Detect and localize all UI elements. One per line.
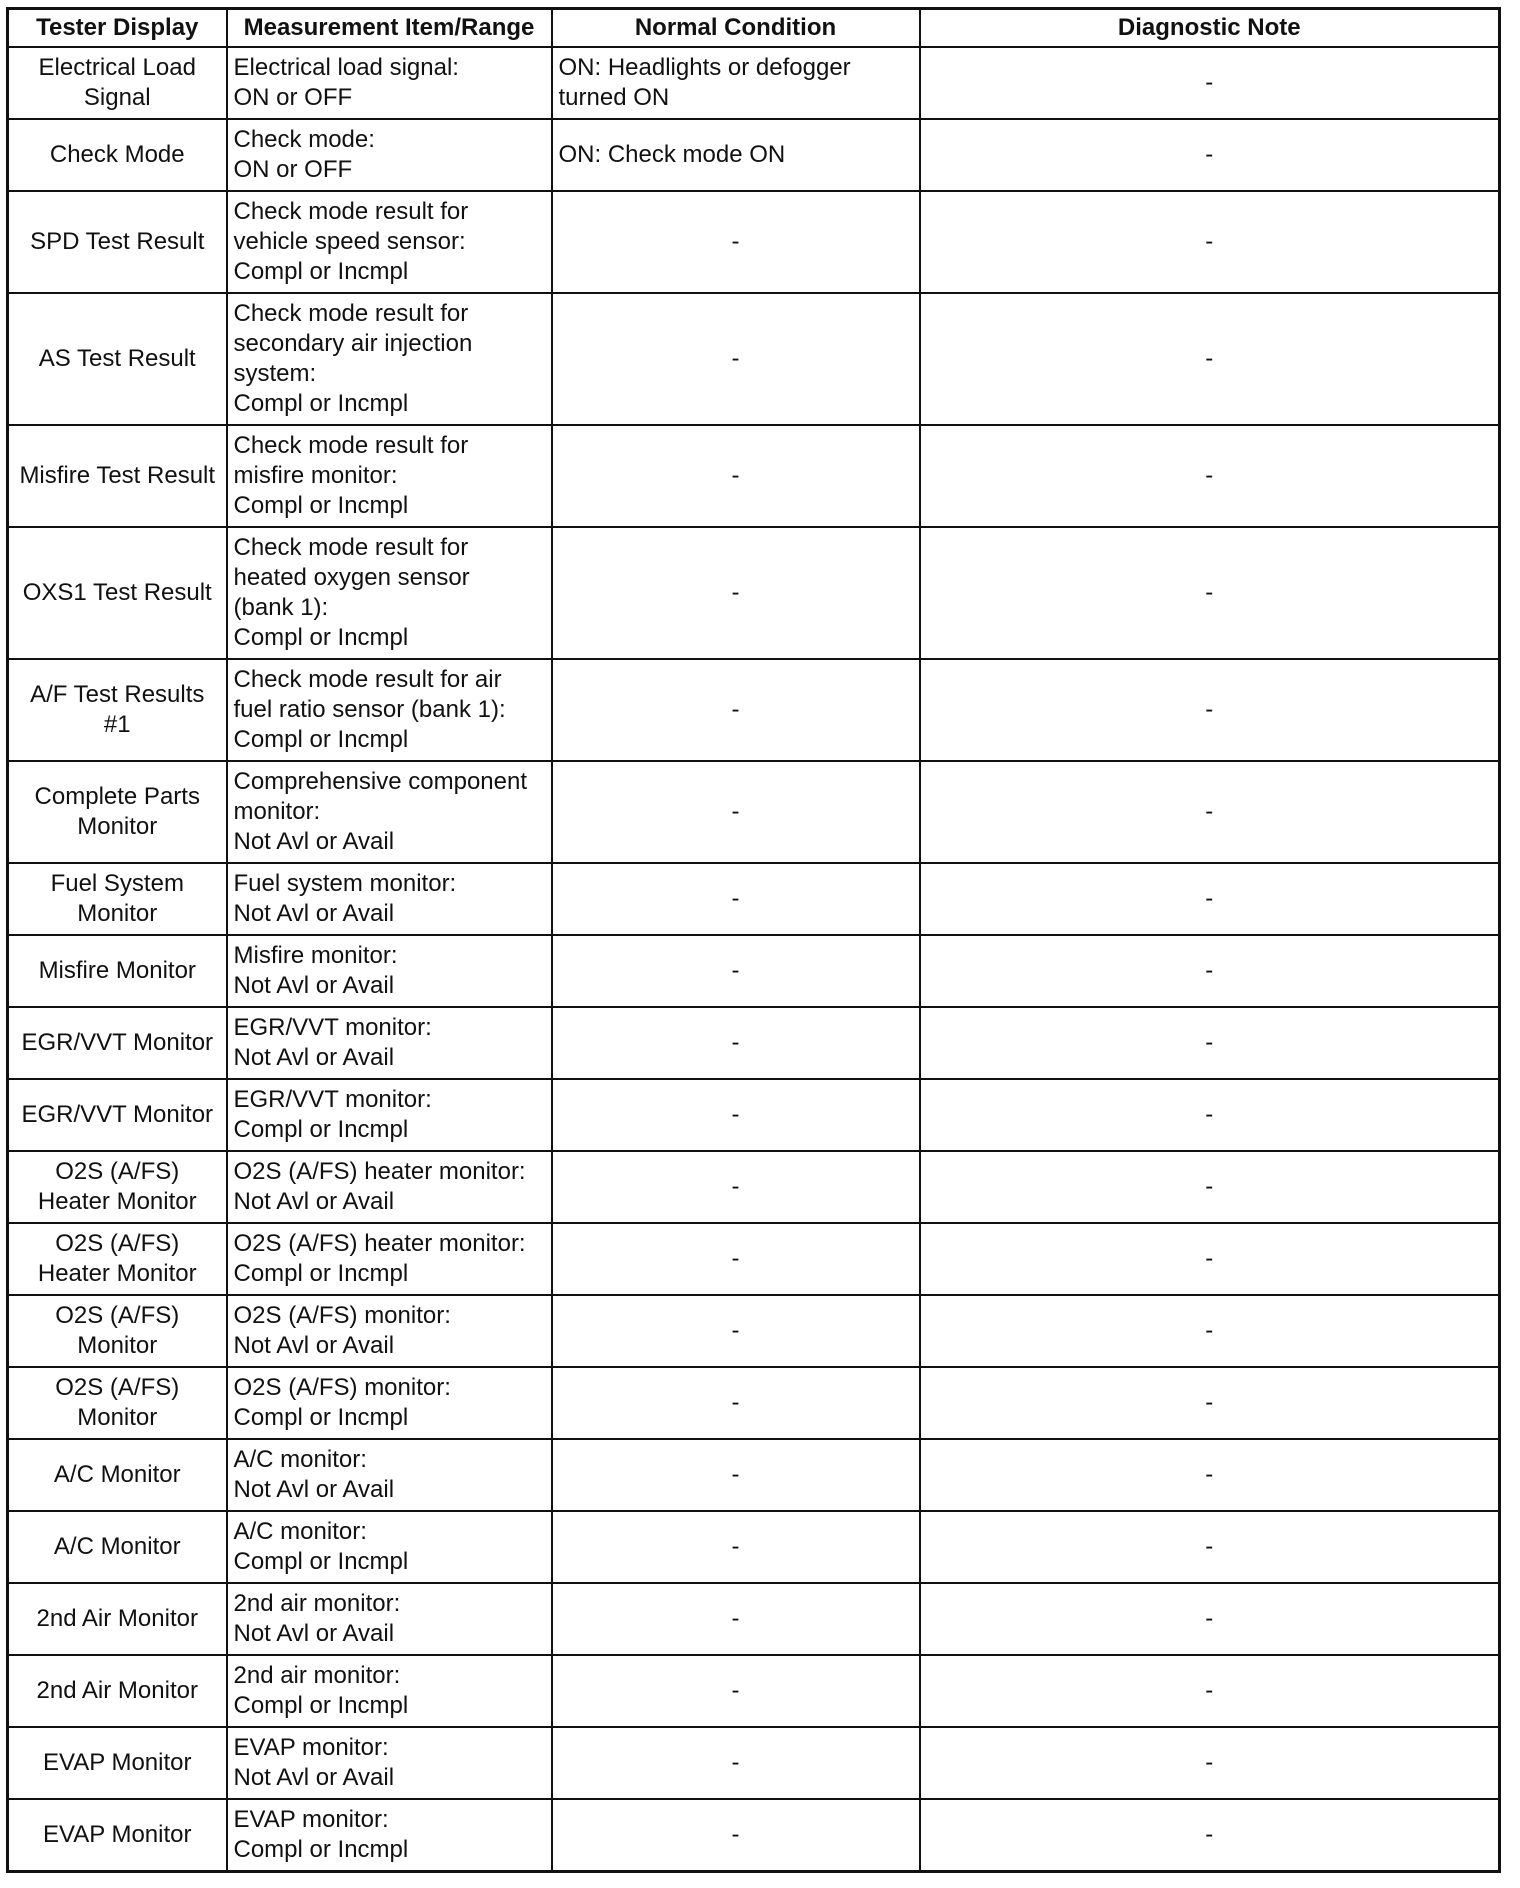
cell-normal-condition — [552, 1799, 920, 1871]
cell-tester-display — [8, 191, 227, 293]
table-row — [8, 425, 1500, 527]
cell-diagnostic-note-text: - — [1205, 1101, 1214, 1128]
cell-tester-display-text: EVAP Monitor — [42, 1820, 192, 1848]
cell-diagnostic-note — [920, 1295, 1500, 1367]
cell-normal-condition — [552, 761, 920, 863]
cell-measurement-item-text: Check mode result for heated oxygen sensor (bank 1): Compl or Incmpl — [233, 534, 470, 651]
cell-measurement-item — [227, 527, 552, 659]
cell-measurement-item — [227, 293, 552, 425]
cell-measurement-item — [227, 659, 552, 761]
cell-diagnostic-note — [920, 1079, 1500, 1151]
cell-diagnostic-note — [920, 191, 1500, 293]
cell-tester-display — [8, 293, 227, 425]
cell-normal-condition-text: ON: Check mode ON — [558, 141, 786, 168]
cell-diagnostic-note — [920, 761, 1500, 863]
cell-normal-condition — [552, 1583, 920, 1655]
cell-diagnostic-note-text: - — [1205, 462, 1214, 489]
table-row — [8, 1511, 1500, 1583]
cell-diagnostic-note — [920, 1799, 1500, 1871]
cell-diagnostic-note — [920, 425, 1500, 527]
cell-diagnostic-note-text: - — [1205, 1677, 1214, 1704]
cell-measurement-item-text: Misfire monitor: Not Avl or Avail — [233, 942, 398, 999]
table-row — [8, 659, 1500, 761]
cell-tester-display-text: SPD Test Result — [30, 228, 205, 255]
cell-diagnostic-note-text: - — [1205, 1173, 1214, 1200]
cell-diagnostic-note — [920, 293, 1500, 425]
cell-diagnostic-note-text: - — [1205, 1533, 1214, 1560]
cell-normal-condition-text: - — [731, 696, 740, 723]
cell-normal-condition-text: - — [731, 345, 740, 372]
cell-tester-display — [8, 1511, 227, 1583]
cell-normal-condition-text: - — [731, 1317, 740, 1344]
cell-measurement-item — [227, 761, 552, 863]
table-row — [8, 47, 1500, 119]
cell-diagnostic-note — [920, 119, 1500, 191]
cell-measurement-item — [227, 1727, 552, 1799]
cell-measurement-item — [227, 1511, 552, 1583]
cell-tester-display — [8, 1367, 227, 1439]
table-row — [8, 761, 1500, 863]
cell-tester-display-text: OXS1 Test Result — [22, 579, 212, 606]
table-row — [8, 1799, 1500, 1871]
cell-tester-display — [8, 935, 227, 1007]
cell-normal-condition-text: - — [731, 1389, 740, 1416]
cell-normal-condition — [552, 425, 920, 527]
cell-measurement-item-text: 2nd air monitor: Compl or Incmpl — [233, 1662, 409, 1719]
cell-normal-condition-text: - — [731, 1245, 740, 1272]
cell-measurement-item-text: Fuel system monitor: Not Avl or Avail — [233, 870, 457, 927]
cell-normal-condition-text: - — [731, 1677, 740, 1704]
cell-measurement-item-text: A/C monitor: Not Avl or Avail — [233, 1446, 395, 1503]
header-tester-display: Tester Display — [8, 9, 227, 48]
cell-tester-display-text: A/C Monitor — [53, 1533, 181, 1560]
table-row — [8, 1583, 1500, 1655]
cell-normal-condition — [552, 1655, 920, 1727]
cell-normal-condition — [552, 47, 920, 119]
cell-measurement-item-text: 2nd air monitor: Not Avl or Avail — [233, 1590, 401, 1647]
cell-measurement-item — [227, 47, 552, 119]
cell-normal-condition-text: - — [731, 1101, 740, 1128]
cell-tester-display-text: 2nd Air Monitor — [36, 1677, 198, 1704]
cell-diagnostic-note-text: - — [1205, 1749, 1214, 1776]
cell-normal-condition-text: - — [731, 798, 740, 825]
cell-diagnostic-note-text: - — [1205, 228, 1214, 255]
cell-tester-display-text: O2S (A/FS) Monitor — [55, 1374, 180, 1431]
cell-tester-display-text: EVAP Monitor — [42, 1749, 192, 1776]
cell-tester-display-text: O2S (A/FS) Heater Monitor — [37, 1158, 197, 1215]
cell-tester-display-text: EGR/VVT Monitor — [21, 1101, 214, 1128]
cell-measurement-item — [227, 1079, 552, 1151]
cell-normal-condition-text: ON: Headlights or defogger turned ON — [558, 54, 851, 111]
cell-diagnostic-note — [920, 659, 1500, 761]
cell-diagnostic-note — [920, 1439, 1500, 1511]
cell-diagnostic-note — [920, 1151, 1500, 1223]
table-row — [8, 1727, 1500, 1799]
cell-normal-condition-text: - — [731, 462, 740, 489]
cell-normal-condition — [552, 1367, 920, 1439]
cell-measurement-item-text: O2S (A/FS) heater monitor: Not Avl or Avail — [233, 1158, 526, 1215]
cell-diagnostic-note-text: - — [1205, 957, 1214, 984]
cell-tester-display-text: Check Mode — [49, 141, 185, 168]
cell-normal-condition — [552, 935, 920, 1007]
cell-measurement-item-text: EGR/VVT monitor: Not Avl or Avail — [233, 1014, 432, 1071]
cell-normal-condition — [552, 863, 920, 935]
cell-diagnostic-note-text: - — [1205, 798, 1214, 825]
cell-diagnostic-note-text: - — [1205, 69, 1214, 96]
table-row — [8, 1295, 1500, 1367]
cell-normal-condition — [552, 659, 920, 761]
cell-tester-display-text: EGR/VVT Monitor — [21, 1029, 214, 1056]
cell-diagnostic-note — [920, 47, 1500, 119]
cell-tester-display-text: Complete Parts Monitor — [34, 783, 200, 840]
cell-tester-display — [8, 1151, 227, 1223]
cell-tester-display — [8, 659, 227, 761]
cell-diagnostic-note — [920, 1727, 1500, 1799]
header-normal-condition: Normal Condition — [552, 9, 920, 48]
table-row — [8, 863, 1500, 935]
cell-diagnostic-note — [920, 1367, 1500, 1439]
cell-tester-display-text: Electrical Load Signal — [38, 54, 196, 111]
cell-measurement-item — [227, 1439, 552, 1511]
table-row — [8, 1367, 1500, 1439]
data-list-table — [6, 7, 1501, 1873]
cell-tester-display — [8, 47, 227, 119]
cell-measurement-item — [227, 1007, 552, 1079]
cell-diagnostic-note-text: - — [1205, 1317, 1214, 1344]
cell-tester-display — [8, 1079, 227, 1151]
cell-diagnostic-note-text: - — [1205, 1820, 1214, 1848]
cell-measurement-item-text: Check mode result for air fuel ratio sensor (bank 1): Compl or Incmpl — [233, 666, 506, 753]
cell-measurement-item-text: O2S (A/FS) monitor: Not Avl or Avail — [233, 1302, 451, 1359]
cell-tester-display — [8, 1655, 227, 1727]
cell-diagnostic-note — [920, 935, 1500, 1007]
cell-tester-display — [8, 527, 227, 659]
cell-normal-condition-text: - — [731, 957, 740, 984]
cell-measurement-item — [227, 1367, 552, 1439]
cell-tester-display — [8, 1583, 227, 1655]
cell-measurement-item — [227, 119, 552, 191]
cell-normal-condition-text: - — [731, 1173, 740, 1200]
cell-measurement-item — [227, 1295, 552, 1367]
cell-diagnostic-note — [920, 1007, 1500, 1079]
cell-tester-display — [8, 1799, 227, 1871]
cell-measurement-item — [227, 1583, 552, 1655]
cell-tester-display — [8, 1727, 227, 1799]
table-row — [8, 1151, 1500, 1223]
cell-diagnostic-note-text: - — [1205, 345, 1214, 372]
cell-measurement-item-text: EVAP monitor: Compl or Incmpl — [233, 1805, 409, 1863]
cell-tester-display — [8, 1295, 227, 1367]
table-row — [8, 191, 1500, 293]
cell-diagnostic-note — [920, 527, 1500, 659]
cell-tester-display — [8, 1223, 227, 1295]
cell-diagnostic-note-text: - — [1205, 1029, 1214, 1056]
cell-tester-display-text: Misfire Monitor — [38, 957, 196, 984]
cell-normal-condition — [552, 293, 920, 425]
cell-measurement-item-text: Check mode: ON or OFF — [233, 126, 375, 183]
table-row — [8, 1439, 1500, 1511]
cell-diagnostic-note — [920, 863, 1500, 935]
cell-normal-condition — [552, 1727, 920, 1799]
cell-normal-condition-text: - — [731, 1605, 740, 1632]
table-row — [8, 1079, 1500, 1151]
cell-measurement-item-text: Electrical load signal: ON or OFF — [233, 54, 459, 111]
cell-normal-condition-text: - — [731, 1533, 740, 1560]
cell-normal-condition-text: - — [731, 1749, 740, 1776]
cell-normal-condition — [552, 1223, 920, 1295]
cell-measurement-item — [227, 1223, 552, 1295]
cell-measurement-item-text: A/C monitor: Compl or Incmpl — [233, 1518, 409, 1575]
cell-tester-display — [8, 1007, 227, 1079]
header-row — [8, 9, 1500, 48]
table-row — [8, 1223, 1500, 1295]
cell-normal-condition — [552, 527, 920, 659]
table-row — [8, 527, 1500, 659]
cell-normal-condition-text: - — [731, 579, 740, 606]
cell-measurement-item — [227, 1799, 552, 1871]
cell-normal-condition-text: - — [731, 1029, 740, 1056]
cell-diagnostic-note — [920, 1511, 1500, 1583]
cell-normal-condition — [552, 1151, 920, 1223]
cell-tester-display — [8, 119, 227, 191]
cell-diagnostic-note — [920, 1655, 1500, 1727]
cell-diagnostic-note-text: - — [1205, 1245, 1214, 1272]
cell-measurement-item-text: Check mode result for misfire monitor: Compl or Incmpl — [233, 432, 469, 519]
cell-measurement-item — [227, 863, 552, 935]
cell-tester-display-text: Misfire Test Result — [19, 462, 216, 489]
cell-tester-display-text: Fuel System Monitor — [50, 870, 184, 927]
cell-tester-display — [8, 425, 227, 527]
cell-normal-condition — [552, 119, 920, 191]
cell-normal-condition — [552, 1511, 920, 1583]
cell-measurement-item — [227, 1151, 552, 1223]
cell-measurement-item-text: Comprehensive component monitor: Not Avl or Avail — [233, 768, 527, 855]
cell-normal-condition-text: - — [731, 885, 740, 912]
table-body — [8, 47, 1500, 1871]
cell-measurement-item-text: EGR/VVT monitor: Compl or Incmpl — [233, 1086, 432, 1143]
header-diagnostic-note: Diagnostic Note — [920, 9, 1500, 48]
table-row — [8, 935, 1500, 1007]
cell-tester-display-text: O2S (A/FS) Monitor — [55, 1302, 180, 1359]
cell-tester-display-text: AS Test Result — [38, 345, 196, 372]
cell-measurement-item-text: Check mode result for vehicle speed sensor: Compl or Incmpl — [233, 198, 469, 285]
table-row — [8, 119, 1500, 191]
cell-diagnostic-note-text: - — [1205, 1461, 1214, 1488]
header-measurement-item: Measurement Item/Range — [227, 9, 552, 48]
cell-diagnostic-note-text: - — [1205, 1605, 1214, 1632]
cell-normal-condition — [552, 191, 920, 293]
cell-diagnostic-note-text: - — [1205, 696, 1214, 723]
cell-measurement-item-text: EVAP monitor: Not Avl or Avail — [233, 1734, 395, 1791]
cell-normal-condition — [552, 1439, 920, 1511]
cell-diagnostic-note — [920, 1583, 1500, 1655]
cell-diagnostic-note-text: - — [1205, 579, 1214, 606]
cell-diagnostic-note-text: - — [1205, 885, 1214, 912]
table-header — [8, 9, 1500, 48]
cell-normal-condition — [552, 1007, 920, 1079]
cell-tester-display — [8, 761, 227, 863]
table-row — [8, 293, 1500, 425]
cell-measurement-item-text: O2S (A/FS) heater monitor: Compl or Incmpl — [233, 1230, 526, 1287]
cell-normal-condition-text: - — [731, 228, 740, 255]
table-row — [8, 1007, 1500, 1079]
cell-tester-display — [8, 863, 227, 935]
cell-measurement-item — [227, 935, 552, 1007]
cell-diagnostic-note — [920, 1223, 1500, 1295]
cell-normal-condition-text: - — [731, 1461, 740, 1488]
table-row — [8, 1655, 1500, 1727]
cell-tester-display-text: O2S (A/FS) Heater Monitor — [37, 1230, 197, 1287]
cell-tester-display-text: A/F Test Results #1 — [30, 681, 205, 738]
cell-normal-condition — [552, 1295, 920, 1367]
cell-measurement-item — [227, 425, 552, 527]
cell-tester-display-text: 2nd Air Monitor — [36, 1605, 198, 1632]
cell-normal-condition-text: - — [731, 1820, 740, 1848]
cell-diagnostic-note-text: - — [1205, 141, 1214, 168]
cell-diagnostic-note-text: - — [1205, 1389, 1214, 1416]
cell-normal-condition — [552, 1079, 920, 1151]
cell-measurement-item-text: Check mode result for secondary air injection system: Compl or Incmpl — [233, 300, 473, 417]
cell-measurement-item-text: O2S (A/FS) monitor: Compl or Incmpl — [233, 1374, 451, 1431]
cell-measurement-item — [227, 1655, 552, 1727]
cell-measurement-item — [227, 191, 552, 293]
cell-tester-display — [8, 1439, 227, 1511]
cell-tester-display-text: A/C Monitor — [53, 1461, 181, 1488]
